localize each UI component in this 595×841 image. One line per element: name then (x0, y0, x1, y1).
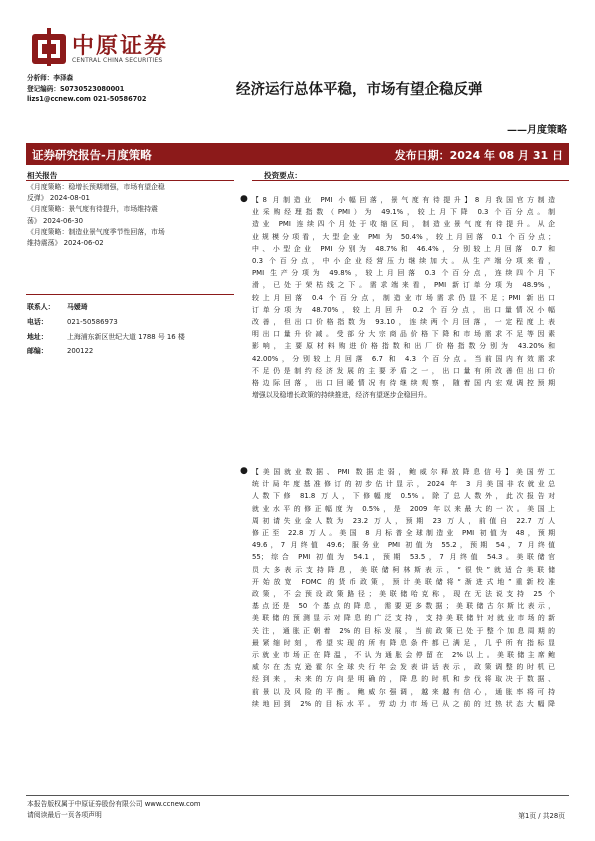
contact-value: 200122 (67, 347, 94, 356)
logo-mark-icon (32, 28, 66, 66)
bullet-icon: ● (240, 194, 248, 204)
related-reports-list (27, 182, 234, 249)
paragraph-line: 增强以及稳增长政策的持续推进，经济有望逐步企稳回升。 (252, 391, 432, 400)
paragraph-line: 【美国就业数据、PMI 数据走弱，鲍威尔释放降息信号】美国劳工 (252, 468, 555, 476)
paragraph-line: 就业水平的修正幅度为 0.5%，是 2009 年以来最大的一次。美国上 (252, 504, 555, 513)
contact-rule (26, 294, 234, 295)
bullet-icon: ● (240, 466, 248, 476)
related-report-line[interactable]: 《月度策略：制造业景气度季节性回落，市场 (27, 227, 165, 236)
report-band (26, 143, 569, 165)
paragraph-line: 业规模分项看，大型企业 PMI 为 50.4%，较上月回落 0.1 个百分点； (252, 232, 555, 241)
logo-name-cn: 中原证券 (72, 34, 169, 59)
contact-value: 上海浦东新区世纪大道 1788 号 16 楼 (67, 332, 185, 341)
paragraph-line: 周初请失业金人数为 23.2 万人，预期 23 万人，前值自 22.7 万人 (252, 516, 555, 525)
paragraph-line: 不足仍是制约经济发展的主要矛盾之一，出口量有所改善但出口价 (252, 366, 555, 375)
contact-row (27, 330, 185, 345)
company-logo (32, 28, 184, 70)
paragraph-line: 基点还是 50 个基点的降息，需要更多数据；美联储古尔斯比表示， (252, 602, 555, 611)
footer-notice (27, 799, 201, 821)
paragraph-line: 最紧缩时刻，希望实现的所有降息条件都已满足，几乎所有指标显 (252, 638, 555, 647)
contact-row (27, 315, 185, 330)
paragraph-line: 人数下修 81.8 万人，下修幅度 0.5%。除了总人数外，此次报告对 (252, 492, 555, 501)
paragraph-line: 影响，主要原材料购进价格指数和出厂价格指数分别为 43.20%和 (252, 342, 555, 351)
paragraph-line: 改善，但出口价格指数为 93.10，连续两个月回落，一定程度上表 (252, 318, 555, 327)
paragraph-line: 威尔在杰克逊霍尔全球央行年会发表讲话表示，政策调整的时机已 (252, 663, 555, 672)
analyst-info (27, 73, 146, 105)
paragraph-us-economy (240, 466, 555, 710)
paragraph-line: 较上月回落 0.4 个百分点，制造业市场需求仍显不足；PMI 新出口 (252, 293, 555, 302)
paragraph-line: 55；综合 PMI 初值为 54.1，预期 53.5，7 月终值 54.3。美联储官 (252, 553, 555, 562)
report-type: 证券研究报告-月度策略 (32, 148, 152, 162)
paragraph-line: 续地回到 2%的目标水平。劳动力市场已从之前的过热状态大幅降 (252, 699, 555, 708)
contact-value: 021-50586973 (67, 317, 118, 326)
related-heading-rule (26, 180, 234, 181)
paragraph-line: 42.00%，分别较上月回落 6.7 和 4.3 个百分点。当前国内有效需求 (252, 354, 555, 363)
paragraph-line: 修正至 22.8 万人。美国 8 月标普全球制造业 PMI 初值为 48，预期 (252, 529, 555, 538)
paragraph-line: 示就业市场正在降温，不认为通胀会停留在 2%以上。美联储主席鲍 (252, 651, 555, 660)
report-subtitle: ——月度策略 (507, 125, 567, 136)
paragraph-pmi (240, 194, 555, 401)
paragraph-line: PMI 生产分项为 49.8%，较上月回落 0.3 个百分点，连续四个月下 (252, 269, 555, 278)
disclaimer-line: 请阅读最后一页各项声明 (27, 811, 102, 819)
analyst-contact: lizs1@ccnew.com 021-50586702 (27, 95, 147, 103)
related-reports-heading: 相关报告 (27, 171, 58, 180)
contact-row (27, 344, 185, 359)
paragraph-line: 滑，已处于荣枯线之下。需求端来看，PMI 新订单分项为 48.9%， (252, 281, 555, 290)
paragraph-line: 【8 月制造业 PMI 小幅回落，景气度有待提升】8 月我国官方制造 (252, 196, 555, 204)
paragraph-line: 格边际回落，出口回暖情况有待继续观察，随着国内宏观调控预期 (252, 379, 555, 388)
paragraph-line: 关注，通胀正朝着 2%的目标发展，当前政策已处于整个加息周期的 (252, 626, 555, 635)
paragraph-line: 业采购经理指数（PMI）为 49.1%，较上月下降 0.3 个百分点。制 (252, 208, 555, 217)
paragraph-line: 统计局年度基准修订的初步估计显示，2024 年 3 月美国非农就业总 (252, 480, 555, 489)
copyright-line[interactable]: 本报告版权属于中原证券股份有限公司 www.ccnew.com (27, 800, 201, 808)
analyst-label: 分析师： (27, 74, 54, 82)
contact-key: 地址： (27, 332, 48, 341)
contact-key: 邮编： (27, 347, 48, 356)
related-report-line[interactable]: 荡》 2024-06-30 (27, 216, 84, 225)
paragraph-line: 美联储的预测显示对降息的广泛支持，支持美联储针对就业市场的新 (252, 614, 555, 623)
contact-row (27, 300, 185, 315)
cert-number: S0730523080001 (59, 84, 125, 93)
paragraph-line: 明出口量升价减。受部分大宗商品价格下降和市场需求不足等因素 (252, 330, 555, 339)
paragraph-line: 经到来，未来的方向是明确的，降息的时机和步伐将取决于数据、 (252, 675, 555, 684)
paragraph-line: 开始放宽 FOMC 的货币政策，预计美联储将“渐进式地”重新校准 (252, 577, 555, 586)
cert-label: 登记编码： (27, 84, 60, 93)
report-title: 经济运行总体平稳，市场有望企稳反弹 (236, 82, 483, 98)
related-report-line[interactable]: 反弹》 2024-08-01 (27, 194, 90, 203)
related-report-line[interactable]: 《月度策略：稳增长预期增强，市场有望企稳 (27, 183, 165, 191)
paragraph-line: 中、小型企业 PMI 分别为 48.7%和 46.4%，分别较上月回落 0.7 和 (252, 244, 555, 253)
publish-date: 发布日期：2024 年 08 月 31 日 (394, 149, 563, 162)
paragraph-line: 0.3 个百分点，中小企业经营压力继续加大。从生产端分项来看， (252, 257, 555, 266)
related-report-line[interactable]: 维持震荡》 2024-06-02 (27, 239, 104, 248)
paragraph-line: 前景以及风险的平衡。鲍威尔强调，越来越有信心，通胀率将可持 (252, 687, 555, 696)
paragraph-line: 订单分项为 48.70%，较上月回升 0.2 个百分点，出口量情况小幅 (252, 305, 555, 314)
paragraph-line: 造业 PMI 连续四个月处于收缩区间，制造业景气度有待提升。从企 (252, 220, 555, 229)
footer-rule (26, 795, 569, 796)
contact-value: 马嫒琦 (67, 303, 88, 311)
contact-key: 电话： (27, 317, 48, 326)
analyst-name: 李泽森 (53, 74, 74, 82)
page-number: 第1页 / 共28页 (518, 812, 565, 820)
contact-key: 联系人： (27, 303, 55, 311)
highlights-heading: 投资要点： (264, 171, 302, 180)
contact-block (27, 300, 185, 359)
paragraph-line: 49.6，7 月终值 49.6；服务业 PMI 初值为 55.2，预期 54，7 月终值 (252, 541, 555, 550)
logo-name-en: CENTRAL CHINA SECURITIES (72, 57, 163, 64)
paragraph-line: 政策，不会预设政策路径；美联储哈克称，现在无法说支持 25 个 (252, 590, 555, 599)
related-report-line[interactable]: 《月度策略：景气度有待提升，市场维持震 (27, 205, 158, 214)
highlights-heading-rule (252, 180, 569, 181)
paragraph-line: 员大多表示支持降息，美联储柯林斯表示，“很快”就适合美联储 (252, 565, 555, 574)
